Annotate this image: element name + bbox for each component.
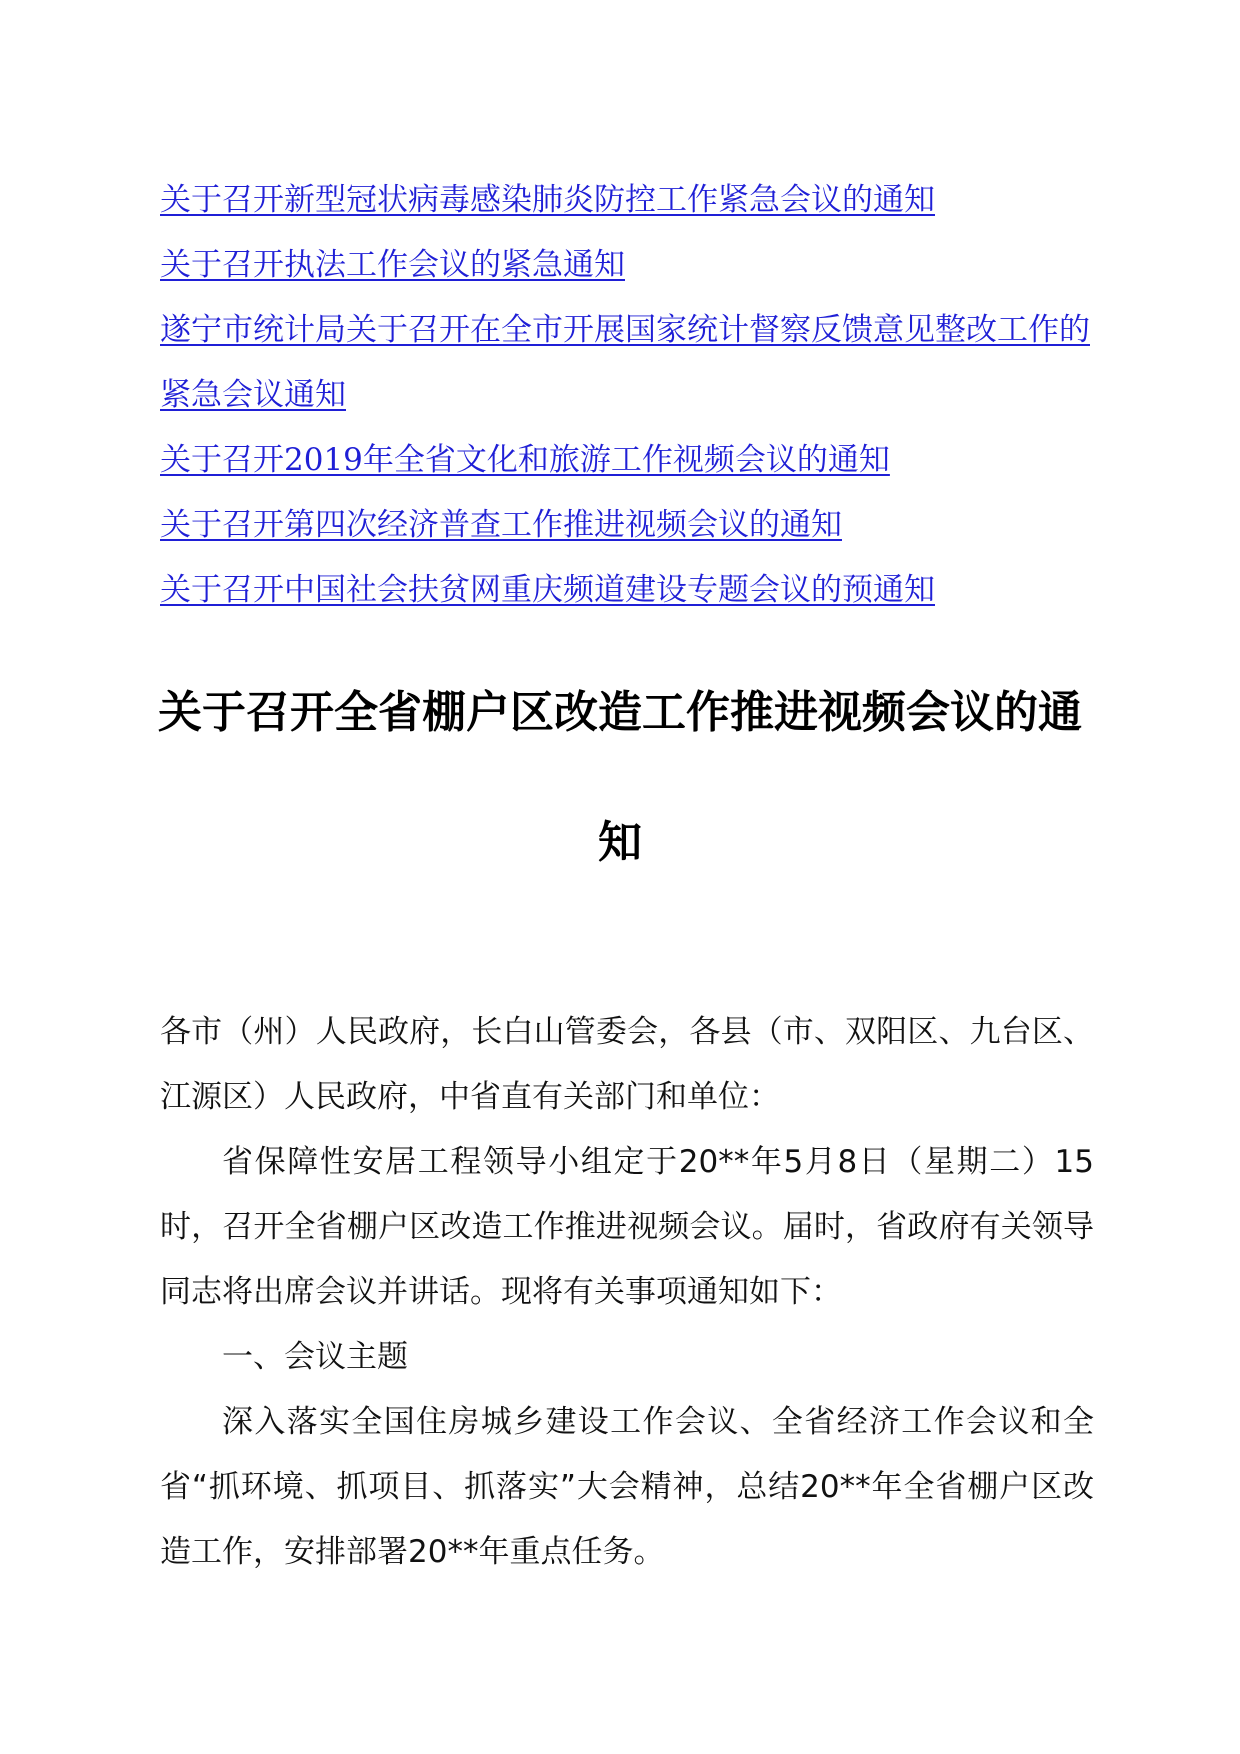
related-link-4[interactable]: 关于召开2019年全省文化和旅游工作视频会议的通知 (160, 442, 890, 478)
document-body (160, 1000, 1094, 1585)
section-heading-1: 一、会议主题 (222, 1339, 408, 1375)
intro-paragraph: 省保障性安居工程领导小组定于20**年5月8日（星期二）15时，召开全省棚户区改造工作推进视频会议。届时，省政府有关领导同志将出席会议并讲话。现将有关事项通知如下： (160, 1144, 1094, 1310)
related-link-6[interactable]: 关于召开中国社会扶贫网重庆频道建设专题会议的预通知 (160, 572, 935, 608)
related-link-2[interactable]: 关于召开执法工作会议的紧急通知 (160, 247, 625, 283)
section-paragraph-1: 深入落实全国住房城乡建设工作会议、全省经济工作会议和全省“抓环境、抓项目、抓落实”大会精神，总结20**年全省棚户区改造工作，安排部署20**年重点任务。 (160, 1404, 1094, 1570)
document-title: 关于召开全省棚户区改造工作推进视频会议的通知 (158, 687, 1082, 868)
related-link-5[interactable]: 关于召开第四次经济普查工作推进视频会议的通知 (160, 507, 842, 543)
related-link-1[interactable]: 关于召开新型冠状病毒感染肺炎防控工作紧急会议的通知 (160, 182, 935, 218)
related-link-3[interactable]: 遂宁市统计局关于召开在全市开展国家统计督察反馈意见整改工作的紧急会议通知 (160, 312, 1090, 413)
addressee: 各市（州）人民政府，长白山管委会，各县（市、双阳区、九台区、江源区）人民政府，中省直有关部门和单位： (160, 1014, 1094, 1115)
related-links-list (160, 168, 1100, 623)
